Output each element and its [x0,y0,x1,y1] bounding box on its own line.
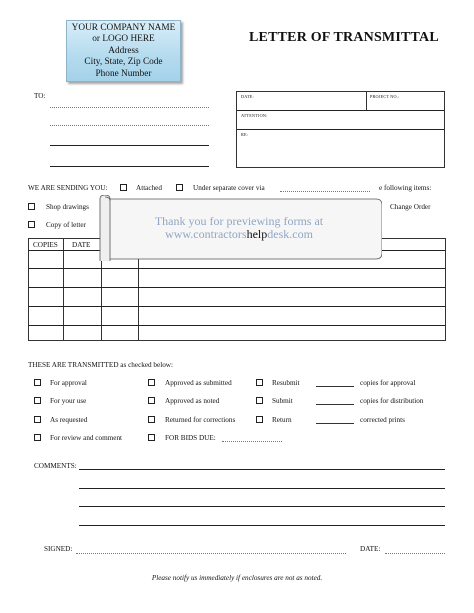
to-label: TO: [34,92,46,100]
info-row-line [237,110,444,111]
signed-date-line[interactable] [385,553,445,554]
separate-cover-label: Under separate cover via [193,184,265,192]
logo-line: City, State, Zip Code [84,57,163,68]
info-table [236,91,445,168]
resubmit-label: Resubmit [272,379,300,387]
comment-line[interactable] [79,488,445,489]
attention-field-label: ATTENTION: [241,113,268,118]
comment-line[interactable] [79,469,445,470]
signed-date-label: DATE: [360,545,381,553]
watermark-url-start: www.contractors [165,227,247,241]
returned-for-corrections-label: Returned for corrections [165,416,236,424]
preview-watermark-banner [96,195,382,261]
document-title: LETTER OF TRANSMITTAL [249,30,439,45]
comment-line[interactable] [79,506,445,507]
footer-note: Please notify us immediately if enclosures are not as noted. [151,574,323,582]
shop-drawings-checkbox[interactable] [28,203,35,210]
watermark-line-1: Thank you for previewing forms at [154,214,324,228]
date-header: DATE [72,241,91,249]
for-your-use-checkbox[interactable] [34,397,41,404]
as-requested-label: As requested [50,416,88,424]
approved-as-submitted-label: Approved as submitted [165,379,232,387]
to-line[interactable] [50,107,209,108]
to-line[interactable] [50,145,209,146]
returned-for-corrections-checkbox[interactable] [148,416,155,423]
project-no-field-label: PROJECT NO.: [370,94,400,99]
transmitted-label: THESE ARE TRANSMITTED as checked below: [28,361,173,369]
change-order-label: Change Order [390,203,431,211]
resubmit-checkbox[interactable] [256,379,263,386]
for-review-label: For review and comment [50,434,123,442]
approved-as-noted-label: Approved as noted [165,397,220,405]
grid-row-line [29,268,445,269]
copy-of-letter-label: Copy of letter [46,221,86,229]
date-field-label: DATE: [241,94,254,99]
sending-label: WE ARE SENDING YOU: [28,184,108,192]
logo-line: or LOGO HERE [92,34,155,45]
corrected-prints-blank[interactable] [316,423,354,424]
grid-row-line [29,306,445,307]
to-line[interactable] [50,166,209,167]
copies-for-distribution-label: copies for distribution [360,397,424,405]
watermark-line-2 [96,228,382,241]
grid-row-line [29,325,445,326]
watermark-url-end: desk.com [267,227,313,241]
watermark-url-bold: help [246,227,268,241]
logo-line: YOUR COMPANY NAME [71,23,176,33]
re-field-label: RE: [241,132,249,137]
approved-as-submitted-checkbox[interactable] [148,379,155,386]
comment-line[interactable] [79,525,445,526]
for-your-use-label: For your use [50,397,87,405]
submit-label: Submit [272,397,293,405]
for-bids-due-checkbox[interactable] [148,434,155,441]
watermark-text [96,215,382,241]
return-checkbox[interactable] [256,416,263,423]
for-approval-checkbox[interactable] [34,379,41,386]
bids-due-line[interactable] [222,441,282,442]
approved-as-noted-checkbox[interactable] [148,397,155,404]
attached-label: Attached [136,184,162,192]
company-logo-placeholder [66,20,181,82]
copies-for-approval-blank[interactable] [316,386,354,387]
attached-checkbox[interactable] [120,184,127,191]
to-line[interactable] [50,125,209,126]
logo-line: Address [108,45,139,56]
return-label: Return [272,416,292,424]
separate-cover-line[interactable] [280,191,370,192]
info-row-line [237,129,444,130]
corrected-prints-label: corrected prints [360,416,405,424]
shop-drawings-label: Shop drawings [46,203,89,211]
copies-for-approval-label: copies for approval [360,379,416,387]
separate-cover-checkbox[interactable] [176,184,183,191]
copy-of-letter-checkbox[interactable] [28,221,35,228]
grid-row-line [29,287,445,288]
as-requested-checkbox[interactable] [34,416,41,423]
for-review-checkbox[interactable] [34,434,41,441]
for-approval-label: For approval [50,379,87,387]
copies-header: COPIES [33,241,58,249]
signed-label: SIGNED: [44,545,73,553]
following-items-label: e following items: [379,184,432,192]
signature-line[interactable] [76,553,346,554]
for-bids-due-label: FOR BIDS DUE: [165,434,216,442]
copies-for-distribution-blank[interactable] [316,404,354,405]
logo-line: Phone Number [95,68,152,79]
info-divider [366,92,367,110]
comments-label: COMMENTS: [34,462,77,470]
submit-checkbox[interactable] [256,397,263,404]
